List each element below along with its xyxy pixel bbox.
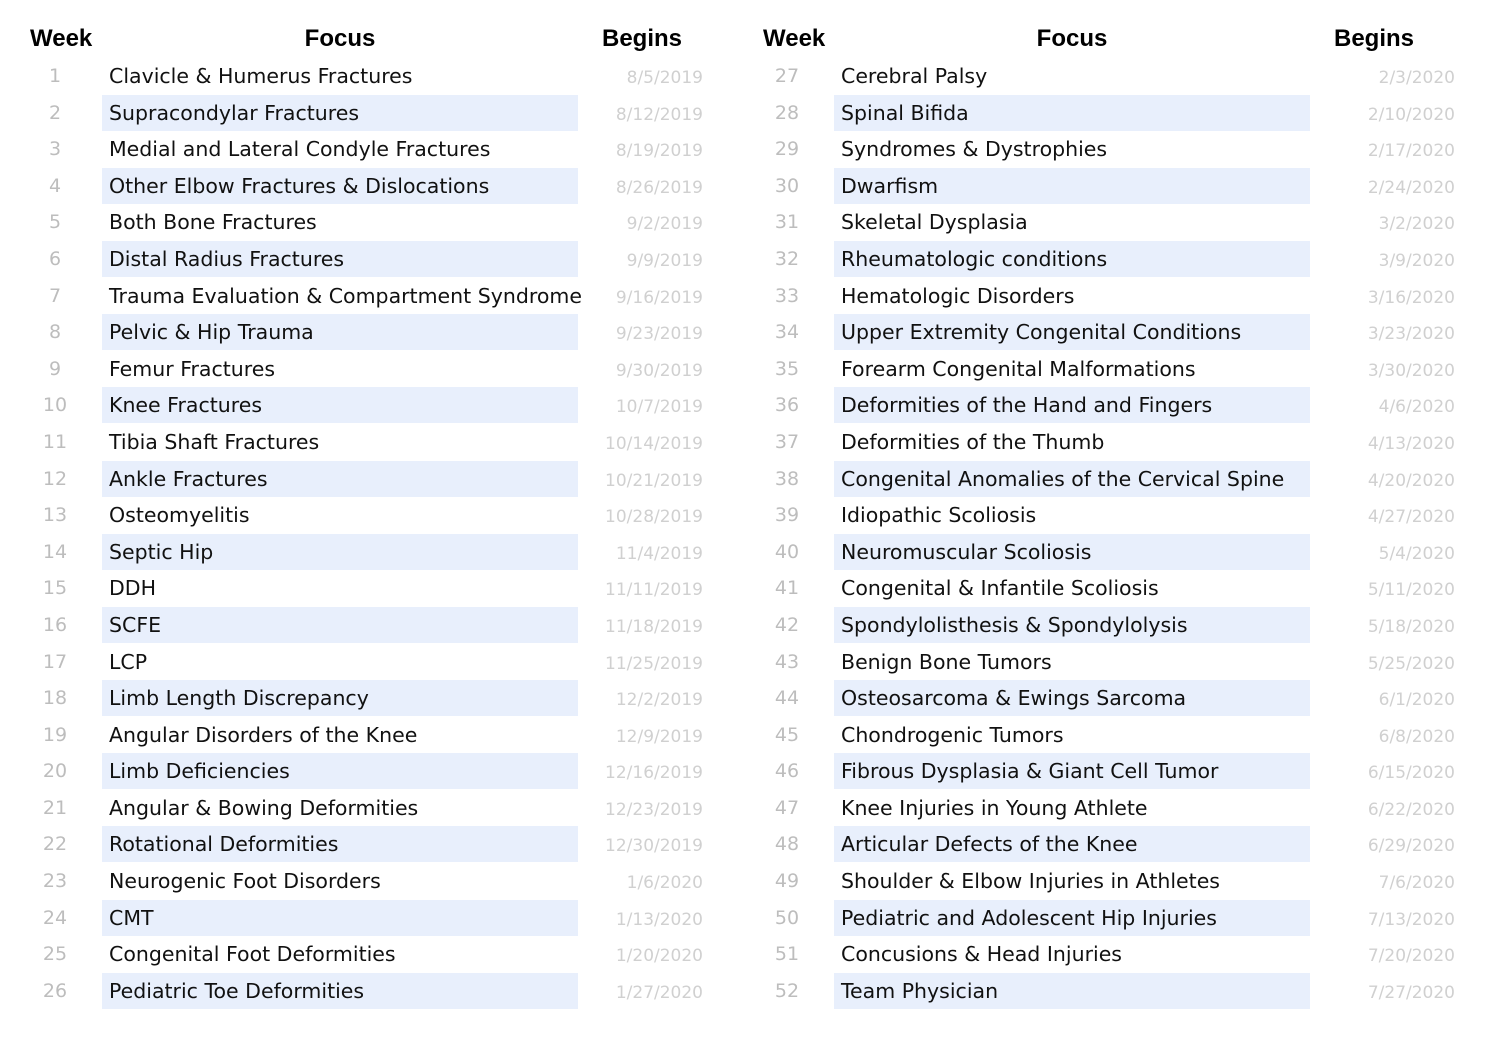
week-number: 17: [42, 650, 68, 673]
week-number: 38: [774, 467, 800, 490]
table-row: [732, 204, 1472, 241]
week-number: 45: [774, 723, 800, 746]
week-number: 30: [774, 174, 800, 197]
focus-topic: Angular Disorders of the Knee: [109, 722, 418, 747]
begin-date: 1/20/2020: [615, 946, 703, 967]
week-number: 32: [774, 247, 800, 270]
begin-date: 5/18/2020: [1367, 616, 1455, 637]
focus-topic: Limb Length Discrepancy: [102, 680, 578, 716]
focus-topic: Benign Bone Tumors: [841, 649, 1052, 674]
table-row: [732, 570, 1472, 607]
table-row: [0, 497, 740, 534]
focus-topic: Osteomyelitis: [109, 503, 250, 528]
table-row: [0, 278, 740, 315]
table-row: [732, 95, 1472, 132]
focus-topic: Syndromes & Dystrophies: [841, 137, 1108, 162]
begin-date: 1/13/2020: [615, 909, 703, 930]
table-row: [732, 607, 1472, 644]
table-row: [0, 607, 740, 644]
begin-date: 8/26/2019: [615, 177, 703, 198]
focus-topic: Pelvic & Hip Trauma: [102, 314, 578, 350]
table-row: [0, 680, 740, 717]
begin-date: 10/28/2019: [605, 507, 703, 528]
week-number: 25: [42, 943, 68, 966]
week-number: 13: [42, 504, 68, 527]
focus-topic: Spinal Bifida: [834, 95, 1310, 131]
begin-date: 6/29/2020: [1367, 836, 1455, 857]
focus-topic: Congenital Anomalies of the Cervical Spine: [834, 461, 1310, 497]
header-begins: Begins: [601, 25, 682, 52]
week-number: 23: [42, 870, 68, 893]
focus-topic: Shoulder & Elbow Injuries in Athletes: [841, 869, 1220, 894]
focus-topic: LCP: [109, 649, 148, 674]
table-row: [0, 314, 740, 351]
week-number: 50: [774, 906, 800, 929]
header-week: Week: [763, 25, 826, 52]
focus-topic: Ankle Fractures: [102, 461, 578, 497]
week-number: 48: [774, 833, 800, 856]
week-number: 31: [774, 211, 800, 234]
week-number: 29: [774, 138, 800, 161]
table-row: [0, 58, 740, 95]
begin-date: 2/10/2020: [1367, 104, 1455, 125]
begin-date: 5/25/2020: [1367, 653, 1455, 674]
focus-topic: Clavicle & Humerus Fractures: [109, 64, 413, 88]
week-number: 22: [42, 833, 68, 856]
week-number: 11: [42, 430, 68, 453]
week-number: 1: [48, 65, 62, 87]
begin-date: 4/6/2020: [1378, 397, 1455, 418]
week-number: 37: [774, 430, 800, 453]
table-row: [732, 534, 1472, 571]
table-row: [732, 753, 1472, 790]
focus-topic: Rheumatologic conditions: [834, 241, 1310, 277]
week-number: 5: [48, 211, 62, 234]
focus-topic: Medial and Lateral Condyle Fractures: [109, 137, 491, 162]
table-row: [732, 424, 1472, 461]
focus-topic: Distal Radius Fractures: [102, 241, 578, 277]
begin-date: 11/11/2019: [605, 580, 703, 601]
week-number: 33: [774, 284, 800, 307]
focus-topic: Congenital & Infantile Scoliosis: [841, 576, 1159, 601]
begin-date: 8/19/2019: [615, 141, 703, 162]
begin-date: 11/4/2019: [615, 543, 703, 564]
week-number: 52: [774, 979, 800, 1002]
week-number: 46: [774, 760, 800, 783]
schedule-table-right: [732, 0, 1472, 1049]
focus-topic: Septic Hip: [102, 534, 578, 570]
week-number: 10: [42, 394, 68, 417]
focus-topic: Supracondylar Fractures: [102, 95, 578, 131]
begin-date: 5/11/2020: [1367, 580, 1455, 601]
table-row: [0, 753, 740, 790]
table-row: [0, 387, 740, 424]
week-number: 44: [774, 687, 800, 710]
begin-date: 1/27/2020: [615, 982, 703, 1003]
begin-date: 7/6/2020: [1378, 873, 1455, 894]
begin-date: 10/14/2019: [605, 433, 703, 454]
table-row: [0, 936, 740, 973]
begin-date: 11/18/2019: [605, 616, 703, 637]
week-number: 27: [774, 65, 800, 87]
begin-date: 9/9/2019: [626, 250, 703, 271]
focus-topic: Trauma Evaluation & Compartment Syndrome: [109, 283, 582, 308]
focus-topic: Knee Fractures: [102, 387, 578, 423]
week-number: 21: [42, 796, 68, 819]
table-row: [732, 680, 1472, 717]
table-row: [732, 644, 1472, 681]
week-number: 24: [42, 906, 68, 929]
begin-date: 2/17/2020: [1367, 141, 1455, 162]
focus-topic: Forearm Congenital Malformations: [841, 356, 1196, 381]
focus-topic: Skeletal Dysplasia: [841, 210, 1028, 235]
begin-date: 12/30/2019: [605, 836, 703, 857]
focus-topic: Femur Fractures: [109, 356, 276, 381]
begin-date: 6/8/2020: [1378, 726, 1455, 747]
table-row: [732, 241, 1472, 278]
focus-topic: Limb Deficiencies: [102, 753, 578, 789]
week-number: 35: [774, 357, 800, 380]
focus-topic: Chondrogenic Tumors: [841, 722, 1064, 747]
week-number: 42: [774, 613, 800, 636]
week-number: 40: [774, 540, 800, 563]
week-number: 34: [774, 321, 800, 344]
focus-topic: Pediatric Toe Deformities: [102, 973, 578, 1009]
table-row: [732, 278, 1472, 315]
table-row: [732, 497, 1472, 534]
begin-date: 11/25/2019: [605, 653, 703, 674]
begin-date: 12/16/2019: [605, 763, 703, 784]
focus-topic: Knee Injuries in Young Athlete: [841, 795, 1148, 820]
begin-date: 8/12/2019: [615, 104, 703, 125]
focus-topic: Dwarfism: [834, 168, 1310, 204]
table-row: [0, 168, 740, 205]
focus-topic: Cerebral Palsy: [841, 64, 988, 88]
week-number: 12: [42, 467, 68, 490]
focus-topic: Deformities of the Hand and Fingers: [834, 387, 1310, 423]
week-number: 15: [42, 577, 68, 600]
table-row: [732, 58, 1472, 95]
table-row: [0, 534, 740, 571]
header-focus: Focus: [1036, 25, 1108, 52]
focus-topic: Concusions & Head Injuries: [841, 942, 1122, 967]
focus-topic: DDH: [109, 576, 156, 601]
table-row: [0, 973, 740, 1010]
table-row: [0, 790, 740, 827]
focus-topic: Tibia Shaft Fractures: [109, 429, 320, 454]
table-row: [0, 351, 740, 388]
table-row: [732, 351, 1472, 388]
week-number: 49: [774, 870, 800, 893]
focus-topic: SCFE: [102, 607, 578, 643]
focus-topic: Angular & Bowing Deformities: [109, 795, 419, 820]
table-row: [732, 936, 1472, 973]
week-number: 43: [774, 650, 800, 673]
header-begins: Begins: [1333, 25, 1414, 52]
focus-topic: Articular Defects of the Knee: [834, 826, 1310, 862]
table-row: [0, 900, 740, 937]
week-number: 47: [774, 796, 800, 819]
schedule-table-left: [0, 0, 740, 1049]
table-row: [0, 863, 740, 900]
focus-topic: Osteosarcoma & Ewings Sarcoma: [834, 680, 1310, 716]
week-number: 20: [42, 760, 68, 783]
begin-date: 10/21/2019: [605, 470, 703, 491]
begin-date: 1/6/2020: [626, 873, 703, 894]
table-row: [732, 863, 1472, 900]
table-row: [732, 131, 1472, 168]
begin-date: 7/13/2020: [1367, 909, 1455, 930]
begin-date: 9/23/2019: [615, 324, 703, 345]
table-row: [0, 644, 740, 681]
week-number: 18: [42, 687, 68, 710]
begin-date: 3/9/2020: [1378, 250, 1455, 271]
focus-topic: Other Elbow Fractures & Dislocations: [102, 168, 578, 204]
focus-topic: Neurogenic Foot Disorders: [109, 869, 381, 894]
week-number: 36: [774, 394, 800, 417]
table-row: [0, 95, 740, 132]
focus-topic: Congenital Foot Deformities: [109, 942, 396, 967]
week-number: 19: [42, 723, 68, 746]
table-row: [0, 461, 740, 498]
table-row: [732, 717, 1472, 754]
table-row: [732, 826, 1472, 863]
begin-date: 8/5/2019: [626, 68, 703, 88]
focus-topic: Team Physician: [834, 973, 1310, 1009]
table-row: [732, 790, 1472, 827]
begin-date: 6/22/2020: [1367, 799, 1455, 820]
begin-date: 9/16/2019: [615, 287, 703, 308]
begin-date: 4/13/2020: [1367, 433, 1455, 454]
table-row: [0, 826, 740, 863]
week-number: 51: [774, 943, 800, 966]
table-row: [732, 168, 1472, 205]
begin-date: 9/2/2019: [626, 214, 703, 235]
table-row: [732, 461, 1472, 498]
begin-date: 3/16/2020: [1367, 287, 1455, 308]
week-number: 16: [42, 613, 68, 636]
focus-topic: Hematologic Disorders: [841, 283, 1075, 308]
week-number: 9: [48, 357, 62, 380]
begin-date: 7/27/2020: [1367, 982, 1455, 1003]
week-number: 8: [48, 321, 62, 344]
begin-date: 9/30/2019: [615, 360, 703, 381]
week-number: 28: [774, 101, 800, 124]
begin-date: 3/2/2020: [1378, 214, 1455, 235]
begin-date: 3/30/2020: [1367, 360, 1455, 381]
focus-topic: Deformities of the Thumb: [841, 429, 1105, 454]
begin-date: 4/27/2020: [1367, 507, 1455, 528]
begin-date: 6/15/2020: [1367, 763, 1455, 784]
begin-date: 3/23/2020: [1367, 324, 1455, 345]
week-number: 7: [48, 284, 62, 307]
begin-date: 10/7/2019: [615, 397, 703, 418]
table-row: [0, 131, 740, 168]
week-number: 26: [42, 979, 68, 1002]
table-row: [732, 900, 1472, 937]
table-row: [732, 314, 1472, 351]
week-number: 3: [48, 138, 62, 161]
table-row: [0, 717, 740, 754]
week-number: 6: [48, 247, 62, 270]
focus-topic: CMT: [102, 900, 578, 936]
table-row: [0, 204, 740, 241]
begin-date: 12/2/2019: [615, 690, 703, 711]
begin-date: 2/3/2020: [1378, 68, 1455, 88]
table-rows: [732, 58, 1472, 1009]
table-row: [732, 387, 1472, 424]
header-week: Week: [30, 25, 93, 52]
focus-topic: Both Bone Fractures: [109, 210, 317, 235]
focus-topic: Spondylolisthesis & Spondylolysis: [834, 607, 1310, 643]
focus-topic: Pediatric and Adolescent Hip Injuries: [834, 900, 1310, 936]
begin-date: 12/23/2019: [605, 799, 703, 820]
week-number: 2: [48, 101, 62, 124]
table-rows: [0, 58, 740, 1009]
focus-topic: Upper Extremity Congenital Conditions: [834, 314, 1310, 350]
focus-topic: Fibrous Dysplasia & Giant Cell Tumor: [834, 753, 1310, 789]
begin-date: 7/20/2020: [1367, 946, 1455, 967]
begin-date: 4/20/2020: [1367, 470, 1455, 491]
table-row: [0, 570, 740, 607]
begin-date: 5/4/2020: [1378, 543, 1455, 564]
header-focus: Focus: [304, 25, 376, 52]
week-number: 14: [42, 540, 68, 563]
begin-date: 2/24/2020: [1367, 177, 1455, 198]
begin-date: 12/9/2019: [615, 726, 703, 747]
week-number: 41: [774, 577, 800, 600]
begin-date: 6/1/2020: [1378, 690, 1455, 711]
week-number: 39: [774, 504, 800, 527]
table-row: [0, 424, 740, 461]
focus-topic: Idiopathic Scoliosis: [841, 503, 1037, 528]
table-row: [0, 241, 740, 278]
table-row: [732, 973, 1472, 1010]
week-number: 4: [48, 174, 62, 197]
focus-topic: Neuromuscular Scoliosis: [834, 534, 1310, 570]
focus-topic: Rotational Deformities: [102, 826, 578, 862]
